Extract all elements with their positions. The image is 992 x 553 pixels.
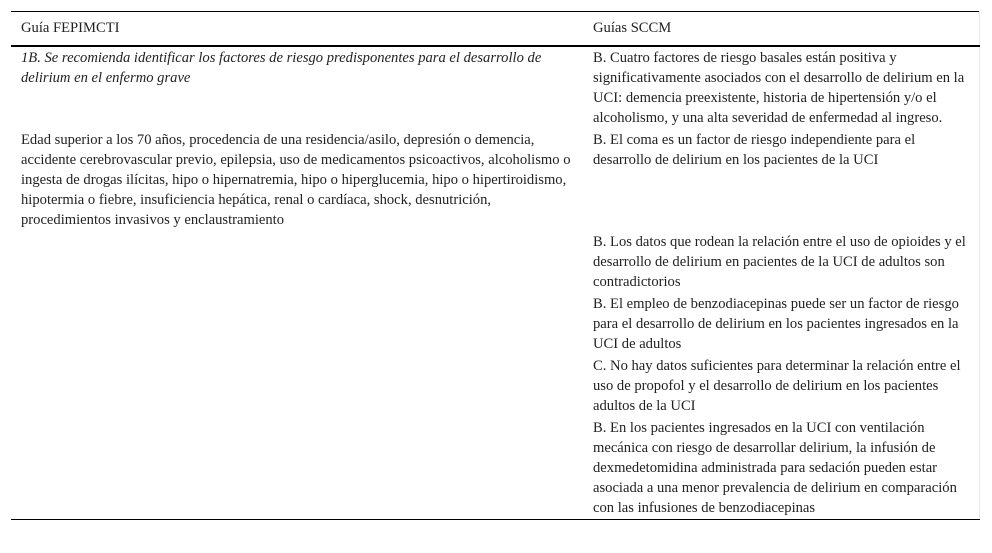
table-row — [11, 46, 980, 129]
cell-sccm: B. Cuatro factores de riesgo basales están positiva y significativamente asociados con el desarrollo de delirium en la UCI: demencia preexistente, historia de hipertensión y/o el alcoholismo, y una alta severidad de enfermedad al ingreso. — [593, 50, 965, 126]
table-row — [11, 293, 980, 355]
cell-fepimcti: 1B. Se recomienda identificar los factores de riesgo predisponentes para el desarrollo de delirium en el enfermo grave — [21, 50, 542, 86]
table-row — [11, 129, 980, 231]
cell-sccm: B. En los pacientes ingresados en la UCI con ventilación mecánica con riesgo de desarrollar delirium, la infusión de dexmedetomidina administrada para sedación pueden estar asociada a una menor prevalencia de delirium en comparación con las infusiones de benzodiacepinas — [593, 420, 957, 516]
header-sccm: Guías SCCM — [583, 12, 980, 47]
table-row — [11, 355, 980, 417]
table-row — [11, 417, 980, 520]
cell-sccm: B. El empleo de benzodiacepinas puede ser un factor de riesgo para el desarrollo de delirium en los pacientes ingresados en la UCI de adultos — [593, 296, 959, 352]
header-fepimcti: Guía FEPIMCTI — [11, 12, 583, 47]
header-row — [11, 12, 980, 47]
guidelines-comparison-table — [11, 11, 980, 520]
cell-fepimcti — [11, 293, 583, 355]
cell-fepimcti — [11, 355, 583, 417]
cell-sccm: C. No hay datos suficientes para determinar la relación entre el uso de propofol y el desarrollo de delirium en los pacientes adultos de la UCI — [593, 358, 961, 414]
cell-fepimcti — [11, 417, 583, 520]
cell-sccm: B. Los datos que rodean la relación entre el uso de opioides y el desarrollo de delirium en pacientes de la UCI de adultos son contradictorios — [593, 234, 966, 290]
cell-fepimcti — [11, 231, 583, 293]
cell-fepimcti: Edad superior a los 70 años, procedencia de una residencia/asilo, depresión o demencia, accidente cerebrovascular previo, epilepsia, uso de medicamentos psicoactivos, alcoholismo o ingesta de drogas ilícitas, hipo o hipernatremia, hipo o hiperglucemia, hipo o hipertiroidismo, hipotermia o fiebre, insuficiencia hepática, renal o cardíaca, shock, desnutrición, procedimientos invasivos y enclaustramiento — [21, 132, 571, 228]
table-row — [11, 231, 980, 293]
cell-sccm: B. El coma es un factor de riesgo independiente para el desarrollo de delirium en los pacientes de la UCI — [593, 132, 916, 168]
